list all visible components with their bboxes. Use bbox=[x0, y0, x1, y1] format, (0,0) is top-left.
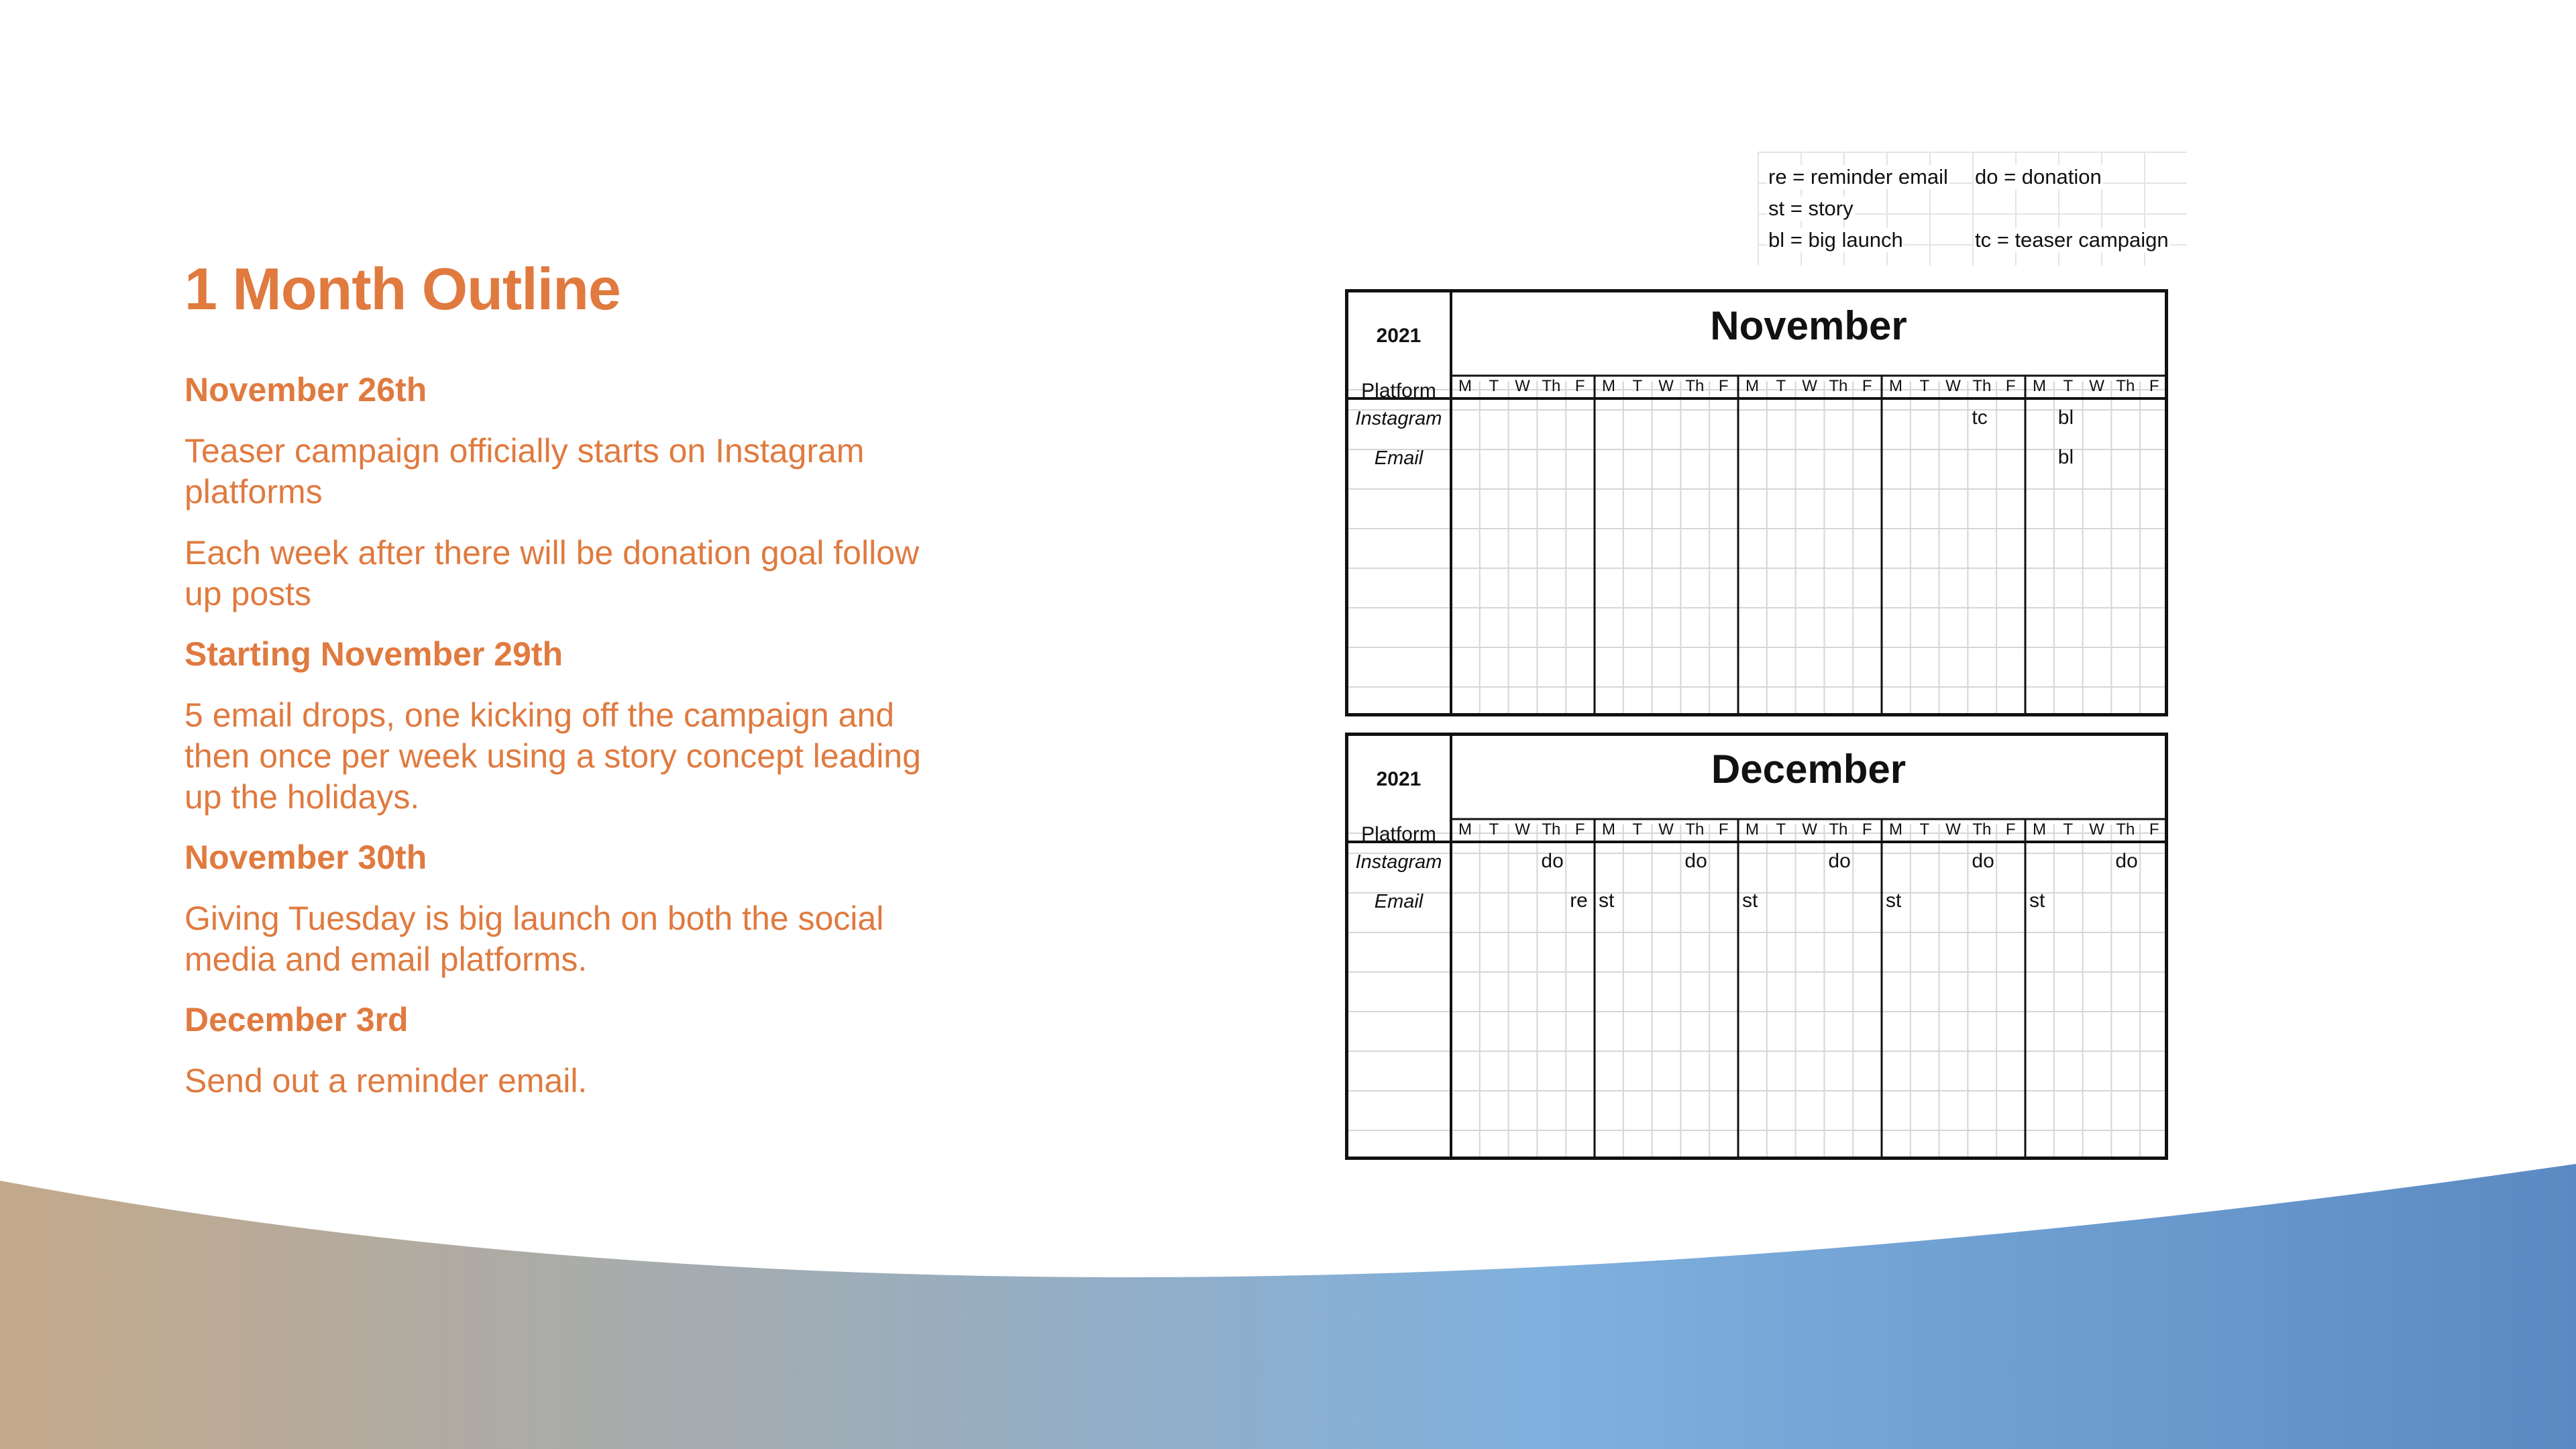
row-label-email: Email bbox=[1374, 447, 1424, 469]
day-header: Th bbox=[1972, 377, 1992, 395]
calendar-grid bbox=[1348, 292, 2165, 713]
calendar-year: 2021 bbox=[1376, 768, 1421, 790]
section-paragraph: Teaser campaign officially starts on Instagram platforms bbox=[184, 432, 865, 511]
day-header: F bbox=[1862, 820, 1872, 839]
section-paragraph: Send out a reminder email. bbox=[184, 1062, 588, 1099]
legend-re: re = reminder email bbox=[1768, 165, 1948, 189]
outline-section bbox=[184, 370, 936, 614]
day-header: Th bbox=[1542, 820, 1561, 839]
day-header: F bbox=[1862, 377, 1872, 395]
platform-header: Platform bbox=[1361, 380, 1436, 402]
section-paragraph: Each week after there will be donation goal follow up posts bbox=[184, 534, 920, 612]
calendar-entry: st bbox=[2029, 890, 2045, 912]
day-header: M bbox=[2033, 377, 2046, 395]
day-header: Th bbox=[1972, 820, 1992, 839]
calendar-december bbox=[1345, 733, 2168, 1160]
day-header: M bbox=[1458, 377, 1472, 395]
day-header: Th bbox=[2116, 820, 2135, 839]
legend-st: st = story bbox=[1768, 197, 1854, 220]
section-heading: Starting November 29th bbox=[184, 635, 564, 673]
day-header: T bbox=[1919, 377, 1930, 395]
day-header: F bbox=[1718, 820, 1729, 839]
day-header: Th bbox=[1542, 377, 1561, 395]
calendar-year: 2021 bbox=[1376, 325, 1421, 347]
day-header: M bbox=[1889, 377, 1902, 395]
day-header: M bbox=[1746, 377, 1759, 395]
calendar-entry: do bbox=[2115, 850, 2138, 872]
day-header: T bbox=[1632, 820, 1643, 839]
day-header: M bbox=[1602, 377, 1615, 395]
outline-section bbox=[184, 838, 936, 980]
section-paragraph: Giving Tuesday is big launch on both the social media and email platforms. bbox=[184, 900, 884, 978]
calendar-entry: st bbox=[1599, 890, 1615, 912]
day-header: T bbox=[1776, 820, 1786, 839]
day-header: M bbox=[1889, 820, 1902, 839]
day-header: Th bbox=[1829, 377, 1848, 395]
day-header: T bbox=[1919, 820, 1930, 839]
calendar-grid bbox=[1348, 736, 2165, 1157]
day-header: W bbox=[1802, 820, 1817, 839]
legend-do: do = donation bbox=[1975, 165, 2102, 189]
section-heading: December 3rd bbox=[184, 1001, 409, 1038]
day-header: F bbox=[2005, 820, 2016, 839]
day-header: F bbox=[1574, 377, 1585, 395]
calendar-entry: bl bbox=[2057, 407, 2074, 429]
day-header: Th bbox=[1685, 377, 1705, 395]
day-header: Th bbox=[2116, 377, 2135, 395]
outline-section bbox=[184, 635, 936, 818]
day-header: M bbox=[1602, 820, 1615, 839]
day-header: F bbox=[2149, 820, 2159, 839]
day-header: F bbox=[1574, 820, 1585, 839]
day-header: T bbox=[1489, 377, 1499, 395]
calendar-entry: do bbox=[1828, 850, 1851, 872]
outline-panel bbox=[184, 255, 936, 1122]
day-header: T bbox=[1776, 377, 1786, 395]
day-header: W bbox=[1945, 820, 1961, 839]
calendar-entry: st bbox=[1886, 890, 1902, 912]
row-label-instagram: Instagram bbox=[1355, 851, 1442, 873]
day-header: Th bbox=[1829, 820, 1848, 839]
row-label-email: Email bbox=[1374, 891, 1424, 912]
day-header: M bbox=[2033, 820, 2046, 839]
calendar-month-title: November bbox=[1710, 303, 1907, 348]
day-header: T bbox=[2063, 820, 2074, 839]
day-header: M bbox=[1458, 820, 1472, 839]
day-header: M bbox=[1746, 820, 1759, 839]
row-label-instagram: Instagram bbox=[1355, 408, 1442, 429]
platform-header: Platform bbox=[1361, 823, 1436, 845]
calendar-entry: do bbox=[1541, 850, 1564, 872]
day-header: W bbox=[1658, 820, 1674, 839]
calendar-entry: st bbox=[1742, 890, 1758, 912]
calendar-november bbox=[1345, 289, 2168, 716]
day-header: F bbox=[2005, 377, 2016, 395]
legend-bl: bl = big launch bbox=[1768, 228, 1903, 252]
section-heading: November 30th bbox=[184, 839, 427, 876]
outline-section bbox=[184, 1000, 936, 1102]
day-header: W bbox=[1515, 377, 1530, 395]
day-header: Th bbox=[1685, 820, 1705, 839]
section-paragraph: 5 email drops, one kicking off the campaign and then once per week using a story concept leading up the holidays. bbox=[184, 696, 921, 816]
legend-tc: tc = teaser campaign bbox=[1975, 228, 2169, 252]
day-header: W bbox=[2089, 820, 2104, 839]
calendar-entry: re bbox=[1570, 890, 1588, 912]
day-header: W bbox=[1658, 377, 1674, 395]
day-header: W bbox=[2089, 377, 2104, 395]
page-title: 1 Month Outline bbox=[184, 256, 621, 322]
day-header: T bbox=[2063, 377, 2074, 395]
day-header: F bbox=[2149, 377, 2159, 395]
calendar-entry: do bbox=[1972, 850, 1994, 872]
day-header: W bbox=[1515, 820, 1530, 839]
calendar-month-title: December bbox=[1711, 747, 1907, 792]
calendar-entry: bl bbox=[2057, 446, 2074, 468]
section-heading: November 26th bbox=[184, 371, 427, 409]
day-header: F bbox=[1718, 377, 1729, 395]
calendar-entry: tc bbox=[1972, 407, 1988, 429]
calendar-entry: do bbox=[1684, 850, 1707, 872]
day-header: W bbox=[1802, 377, 1817, 395]
day-header: T bbox=[1632, 377, 1643, 395]
legend bbox=[1758, 152, 2187, 266]
day-header: T bbox=[1489, 820, 1499, 839]
day-header: W bbox=[1945, 377, 1961, 395]
